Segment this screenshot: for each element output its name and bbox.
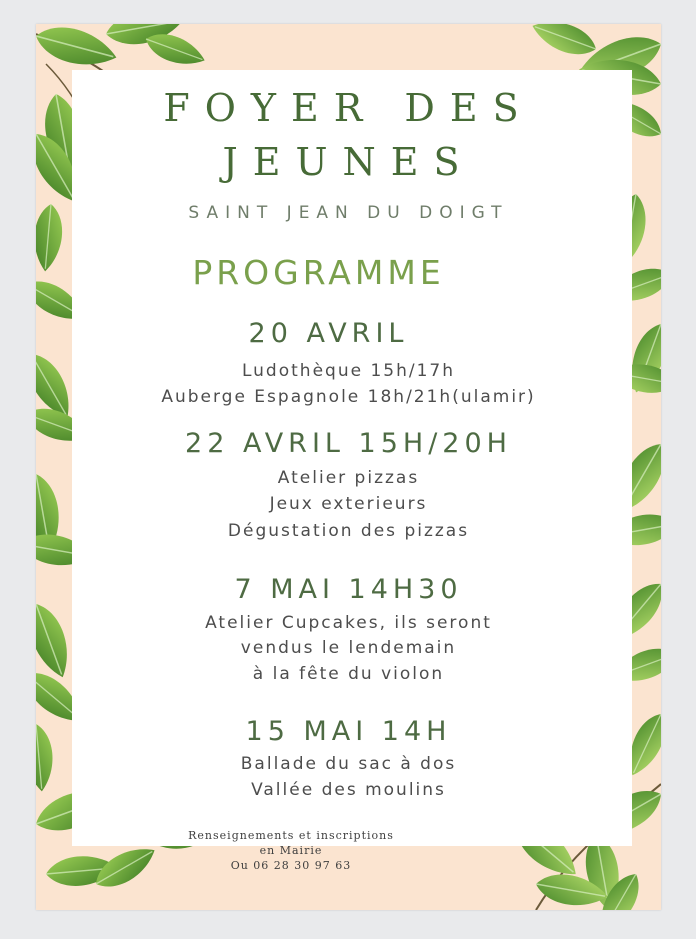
event-date: 22 AVRIL 15H/20H	[185, 428, 512, 459]
event-line: à la fête du violon	[252, 664, 445, 684]
event-line: Dégustation des pizzas	[227, 521, 470, 541]
contact-line: Ou 06 28 30 97 63	[230, 859, 352, 872]
title-line-1: FOYER DES	[163, 86, 534, 130]
contact-line: Renseignements et inscriptions	[188, 829, 394, 842]
poster	[36, 24, 661, 910]
event-line: Atelier Cupcakes, ils seront	[205, 613, 492, 633]
event-date: 15 MAI 14H	[245, 716, 452, 747]
event-line: Ballade du sac à dos	[240, 754, 457, 774]
event-line: Atelier pizzas	[277, 468, 420, 488]
programme-heading: PROGRAMME	[192, 253, 445, 292]
event-line: Vallée des moulins	[251, 780, 446, 800]
event-line: Auberge Espagnole 18h/21h(ulamir)	[161, 387, 536, 407]
event-date: 7 MAI 14H30	[234, 574, 463, 605]
contact-line: en Mairie	[259, 844, 323, 857]
title-line-2: JEUNES	[222, 140, 475, 184]
contact-info	[141, 828, 441, 873]
event-line: Jeux exterieurs	[269, 494, 428, 514]
event-date: 20 AVRIL	[248, 318, 409, 349]
event-line: vendus le lendemain	[240, 638, 457, 658]
event-line: Ludothèque 15h/17h	[241, 361, 455, 381]
subtitle: SAINT JEAN DU DOIGT	[188, 203, 509, 223]
